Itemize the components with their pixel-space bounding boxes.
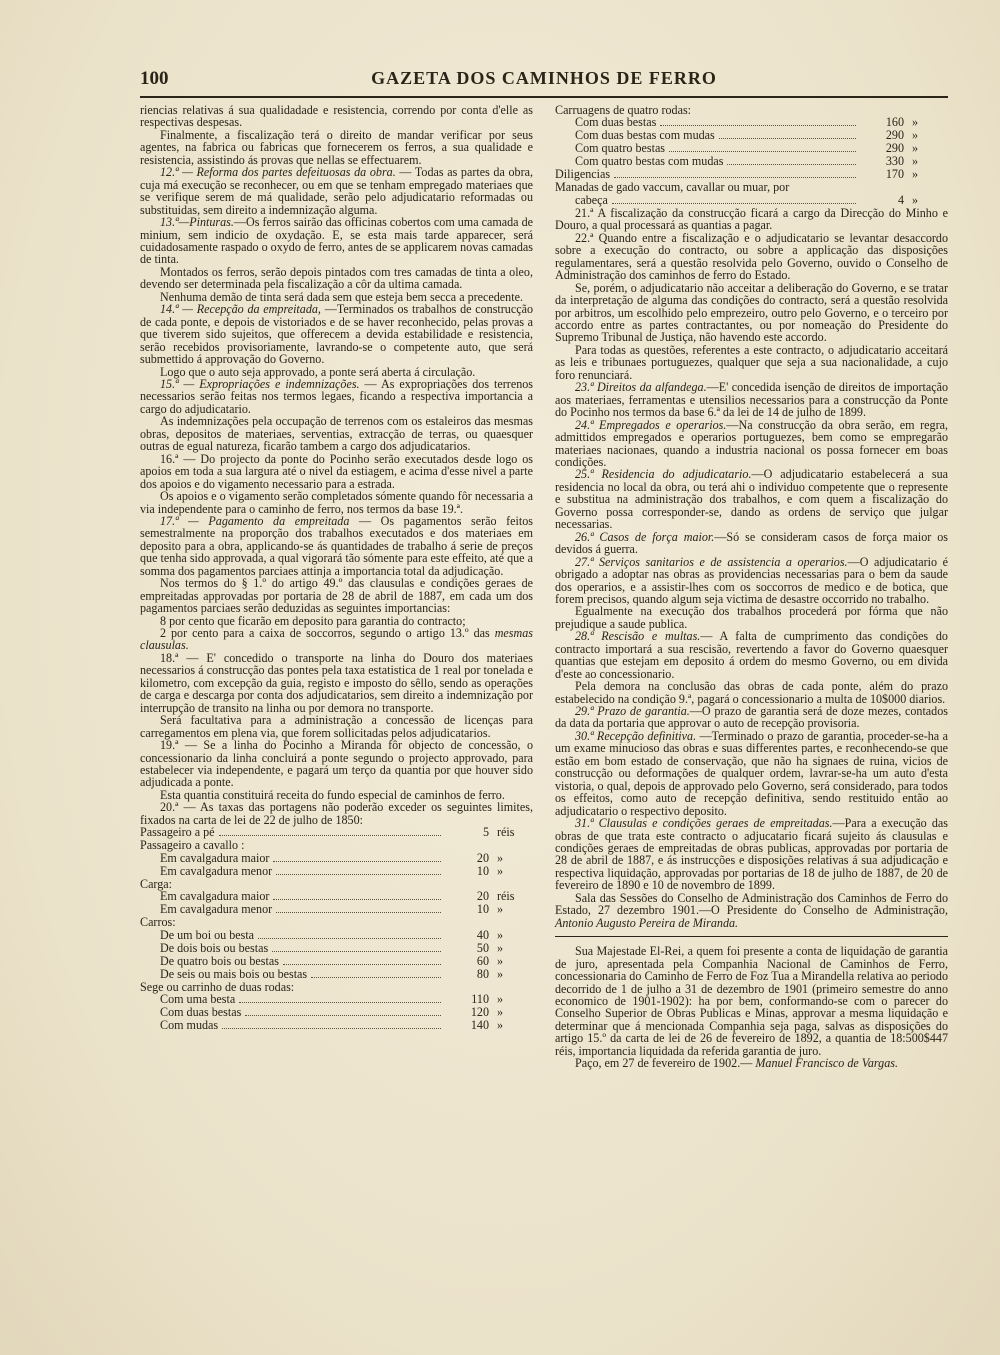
tariff-row (140, 942, 533, 955)
clause-heading: 31.ª Clausulas e condições geraes de empreitadas. (575, 816, 833, 831)
clause-20: 20.ª — As taxas das portagens não poderão exceder os seguintes limites, fixados na carta de lei de 22 de julho de 1850: (140, 800, 533, 827)
tariff-unit: » (497, 1018, 504, 1033)
tariff-label: Com mudas (160, 1018, 219, 1033)
text-run: mesmas clausulas. (140, 626, 533, 653)
tariff-label: Com quatro bestas com mudas (575, 154, 724, 169)
tariff-label: Carga: (140, 876, 173, 891)
clause-12 (140, 166, 533, 216)
paragraph: As indemnizações pela occupação de terrenos com os estaleiros das mesmas obras, depositos de materiaes, serventias, extracção de terras, ou quaesquer outras de egual natureza, ficarão tambem a cargo dos adjudicatarios. (140, 414, 533, 454)
clause-17 (140, 515, 533, 577)
tariff-value: 40 (476, 927, 489, 942)
tariff-value: 4 (897, 192, 904, 207)
clause-text: —Terminados os trabalhos de construcção de cada ponte, e depois de vistoriados e de se haver reconhecido, pelas provas a que tiverem sido sujeitos, que offerecem a devida estabilidade e resistencia, serão recebidos provisoriamente, lavrando-se o competente auto, que será submettido á approvação do Governo. (140, 302, 533, 367)
section-divider (555, 936, 948, 937)
signature-name: Antonio Augusto Pereira de Miranda. (555, 915, 739, 930)
tariff-row (140, 852, 533, 865)
clause-21: 21.ª A fiscalização da construcção ficará a cargo da Direcção do Minho e Douro, a qual processará as quantias a pagar. (555, 205, 948, 233)
tariff-label: Em cavalgadura maior (160, 850, 270, 865)
text-run: Paço, em 27 de fevereiro de 1902.— (575, 1056, 756, 1071)
tariff-label: Com uma besta (160, 992, 236, 1007)
paragraph: Finalmente, a fiscalização terá o direito de mandar verificar por seus agentes, na fabrica ou fabricas que fornecerem os ferros, a sua qualidade e resistencia, assistindo ás provas que nellas se effectuarem. (140, 127, 533, 167)
leader-dots (276, 911, 441, 913)
leader-dots (283, 963, 441, 965)
tariff-row (140, 968, 533, 981)
tariff-label: Com duas bestas com mudas (575, 128, 715, 143)
tariff-unit: » (497, 902, 504, 917)
tariff-value: 10 (476, 902, 489, 917)
leader-dots (219, 834, 441, 836)
clause-heading: 30.ª Recepção definitiva. (575, 728, 697, 743)
tariff-label: De um boi ou besta (160, 927, 255, 942)
tariff-row (140, 1019, 533, 1032)
clause-text: —E' concedida isenção de direitos de importação aos materiaes, ferramentas e utensilios necessarios para a construcção da Ponte do Pocinho nos termos da base 6.ª da lei de 14 de julho de 1899. (555, 380, 948, 420)
clause-heading: 24.ª Empregados e operarios. (575, 417, 727, 432)
tariff-unit: réis (497, 825, 515, 840)
clause-16: 16.ª — Do projecto da ponte do Pocinho serão executados desde logo os apoios em toda a sua largura até o nivel da estiagem, e acima d'esse nivel a parte dos apoios e do vigamento necessario para a estrada. (140, 451, 533, 491)
clause-text: —Só se consideram casos de força maior os devidos á guerra. (555, 529, 948, 557)
tariff-label: Sege ou carrinho de duas rodas: (140, 979, 295, 994)
tariff-value: 290 (885, 141, 904, 156)
clause-23 (555, 381, 948, 418)
header-rule (140, 96, 948, 98)
tariff-value: 80 (476, 966, 489, 981)
left-column (140, 104, 533, 1032)
leader-dots (276, 873, 441, 875)
paragraph: riencias relativas á sua qualidadade e resistencia, correndo por conta d'elle as respectivas despesas. (140, 103, 533, 130)
tariff-row (140, 916, 533, 928)
clause-28 (555, 630, 948, 680)
tariff-label: Diligencias (555, 167, 611, 182)
tariff-label: Carruagens de quatro rodas: (555, 103, 692, 117)
clause-text: —Para a execução das obras de que trata este contracto o adjucatario ficará sujeito ás clausulas e condições geraes de empreitadas de obras publicas, approvadas por portaria de 28 de abril de 1887, e ás instrucções e disposições relativas á sua adjudicação e respectiva liquidação, approvadas por portarias de 18 de julho de 1887, de 20 de fevereiro de 1890 e 10 de novembro de 1899. (555, 816, 949, 893)
clause-15 (140, 378, 533, 415)
clause-text: —Na construcção da obra serão, em regra, admittidos empregados e operarios portuguezes, bem como se empregarão materiaes nacionaes, quando a industria nacional os possa fornecer em boas condições. (555, 417, 948, 469)
tariff-unit: » (912, 192, 919, 207)
tariff-value: 10 (476, 863, 489, 878)
clause-text: —O prazo de garantia será de doze mezes, contados da data da portaria que approvar o auto de recepção provisoria. (555, 704, 948, 731)
clause-heading: 13.ª—Pinturas. (160, 215, 234, 230)
tariff-row (555, 181, 948, 193)
clause-24 (555, 419, 948, 469)
tariff-row (140, 865, 533, 878)
leader-dots (273, 860, 441, 862)
tariff-unit: » (912, 167, 919, 182)
tariff-row (555, 194, 948, 207)
clause-heading: 28.ª Rescisão e multas. (575, 629, 701, 644)
leader-dots (273, 898, 441, 900)
clause-22: 22.ª Quando entre a fiscalização e o adjudicatario se levantar desaccordo sobre a execução do contracto, ou sobre a applicação das disposições regulamentares, será a questão resolvida pelo Governo, ouvido o Conselho de Administração dos caminhos de ferro do Estado. (555, 230, 948, 283)
tariff-label: Com duas bestas (575, 115, 657, 130)
tariff-label: De seis ou mais bois ou bestas (160, 966, 308, 981)
tariff-unit: » (912, 141, 919, 156)
closing-paragraph (555, 892, 948, 929)
tariff-unit: » (497, 966, 504, 981)
paragraph: 8 por cento que ficarão em deposito para garantia do contracto; (160, 613, 466, 628)
tariff-value: 20 (476, 850, 489, 865)
paragraph (140, 627, 533, 652)
tariff-value: 140 (470, 1018, 489, 1033)
clause-text: —Os ferros sairão das officinas cobertos com uma camada de minium, sem indicio de oxydação. E, se esta mais tarde apparecer, será cuidadosamente raspado o oxydo de ferro, antes de se applicarem novas camadas de tinta. (140, 215, 533, 267)
tariff-unit: » (497, 850, 504, 865)
clause-heading: 17.ª — Pagamento da empreitada (160, 513, 350, 528)
clause-heading: 23.ª Direitos da alfandega. (575, 380, 707, 395)
tariff-unit: » (912, 128, 919, 143)
signature-name: Manuel Francisco de Vargas. (755, 1056, 898, 1071)
tariff-label: Passageiro a cavallo : (140, 838, 245, 853)
tariff-label: Com quatro bestas (575, 141, 666, 156)
leader-dots (660, 124, 856, 126)
tariff-unit: » (912, 115, 919, 130)
clause-heading: 26.ª Casos de força maior. (575, 529, 715, 544)
leader-dots (245, 1014, 441, 1016)
text-run: 2 por cento para a caixa de soccorros, segundo o artigo 13.º das (160, 626, 495, 641)
tariff-unit: » (497, 1005, 504, 1020)
paragraph: Pela demora na conclusão das obras de cada ponte, além do prazo estabelecido na condição 9.ª, pagará o concessionario a multa de 10$000 diarios. (555, 679, 948, 706)
clause-13 (140, 216, 533, 266)
tariff-unit: » (497, 992, 504, 1007)
clause-27 (555, 556, 948, 606)
leader-dots (258, 937, 441, 939)
clause-29 (555, 705, 948, 730)
tariff-label: cabeça (575, 192, 608, 207)
paragraph: Esta quantia constituirá receita do fundo especial de caminhos de ferro. (160, 787, 505, 802)
right-column (555, 104, 948, 1070)
paragraph: Para todas as questões, referentes a este contracto, o adjudicatario acceitará as leis e tribunaes portuguezes, qualquer que seja a sua nacionalidade, a cujo foro renunciará. (555, 342, 948, 382)
leader-dots (612, 202, 856, 204)
clause-heading: 25.ª Residencia do adjudicatario. (575, 467, 752, 482)
decree-paragraph: Sua Majestade El-Rei, a quem foi presente a conta de liquidação de garantia de juro, apresentada pela Companhia Nacional de Caminhos de Ferro, concessionaria do Caminho de Ferro de Foz Tua a Mirandella relativa ao periodo decorrido de 1 de julho a 31 de dezembro de 1901 (primeiro semestre do anno economico de 1901-1902): ha por bem, conformando-se com o parecer do Conselho Superior de Obras Publicas e Minas, approvar a mesma liquidação e determinar que á mencionada Companhia seja paga, salvas as disposições do artigo 15.º da carta de lei de 26 de fevereiro de 1892, a quantia de 18:500$447 réis, importancia liquidada da referida garantia de juro. (555, 944, 948, 1058)
clause-26 (555, 531, 948, 556)
decree-closing (555, 1057, 948, 1069)
tariff-label: Com duas bestas (160, 1005, 242, 1020)
tariff-label: Em cavalgadura maior (160, 889, 270, 904)
tariff-unit: réis (497, 889, 515, 904)
tariff-label: Passageiro a pé (140, 825, 215, 840)
leader-dots (669, 150, 856, 152)
tariff-label: De dois bois ou bestas (160, 940, 269, 955)
tariff-value: 60 (476, 953, 489, 968)
paragraph: Os apoios e o vigamento serão completados sómente quando fôr necessaria a via independente para o caminho de ferro, nos termos da base 19.ª. (140, 489, 533, 516)
tariff-value: 290 (885, 128, 904, 143)
leader-dots (614, 176, 856, 178)
tariff-table (140, 826, 533, 1032)
tariff-row (140, 903, 533, 916)
page-header (140, 68, 948, 96)
clause-text: —O adjudicatario estabelecerá a sua residencia no local da obra, ou terá ahi o individuo competente que o represente e substitua na administração dos trabalhos, e com quem a fiscalização do Governo possa corresponder-se, dando as ordens de serviço que julgar necessarias. (555, 467, 948, 532)
tariff-value: 170 (885, 167, 904, 182)
clause-text: — Todas as partes da obra, cuja má execução se reconhecer, ou em que se tenham empregado materiaes que se verifique serem de má qualidade, serão pelo adjudicatario reformadas ou substituidas, sem direito a indemnização alguma. (140, 165, 533, 217)
leader-dots (727, 163, 856, 165)
clause-heading: 15.ª — Expropriações e indemnizações. (160, 376, 360, 391)
paragraph: Egualmente na execução dos trabalhos procederá por fórma que não prejudique a saude publica. (555, 604, 948, 631)
leader-dots (311, 976, 441, 978)
leader-dots (222, 1027, 441, 1029)
paragraph: Se, porém, o adjudicatario não acceitar a deliberação do Governo, e se tratar da interpretação de alguma das condições do contracto, será a questão resolvida por arbitros, um escolhido pelo emprezeiro, outro pelo Governo, e o terceiro por accordo entre as partes contractantes, ou por nomeação do Presidente do Supremo Tribunal de Justiça, não havendo este accordo. (555, 280, 948, 345)
clause-25 (555, 468, 948, 530)
clause-heading: 27.ª Serviços sanitarios e de assistencia a operarios. (575, 554, 848, 569)
tariff-value: 160 (885, 115, 904, 130)
tariff-value: 330 (885, 154, 904, 169)
tariff-label: Carros: (140, 915, 176, 930)
clause-19: 19.ª — Se a linha do Pocinho a Miranda fôr objecto de concessão, o concessionario da linha concluirá a ponte segundo o projecto approvado, para estabelecer via independente, e pagará um terço da quantia por que houver sido adjudicada a ponte. (140, 738, 533, 790)
clause-text: — Os pagamentos serão feitos semestralmente na proporção dos trabalhos executados e dos materiaes em deposito para a obra, applicando-se ás quantidades de trabalho á serie de preços que tenha sido approvada, a qual vigorará tão sómente para este effeito, até que a somma dos pagamentos parciaes attinja a importancia total da adjudicação. (140, 513, 533, 578)
clause-14 (140, 303, 533, 365)
paragraph: Nos termos do § 1.º do artigo 49.º das clausulas e condições geraes de empreitadas approvadas por portaria de 28 de abril de 1887, em cada um dos pagamentos parciaes serão deduzidas as seguintes importancias: (140, 576, 533, 616)
tariff-row (140, 929, 533, 942)
tariff-value: 5 (482, 825, 489, 840)
tariff-unit: » (497, 863, 504, 878)
clause-31 (555, 817, 948, 892)
tariff-table-continued (555, 104, 948, 207)
tariff-row (140, 955, 533, 968)
tariff-unit: » (497, 927, 504, 942)
page-number: 100 (140, 68, 169, 89)
paragraph: Montados os ferros, serão depois pintados com tres camadas de tinta a oleo, devendo ser determinada pela fiscalização a côr da ultima camada. (140, 264, 533, 292)
paragraph: Logo que o auto seja approvado, a ponte será aberta á circulação. (160, 364, 476, 379)
paragraph: Nenhuma demão de tinta será dada sem que esteja bem secca a precedente. (160, 289, 523, 304)
tariff-label: Em cavalgadura menor (160, 863, 273, 878)
clause-text: —Terminado o prazo de garantia, proceder-se-ha a um exame minucioso das obras e suas differentes partes, e reconhecendo-se que estão em bom estado de conservação, que não ha signaes de ruina, vicios de construcção ou deformações de qualquer ordem, lavrar-se-ha um auto d'esta vistoria, o qual, depois de approvado pelo Governo, será considerado, para todos os effeitos, como auto de recepção definitiva, sendo restituido então ao adjudicatario o respectivo deposito. (555, 728, 948, 818)
leader-dots (239, 1001, 441, 1003)
leader-dots (719, 137, 856, 139)
clause-text: — A falta de cumprimento das condições do contracto importará a sua rescisão, revertendo a favor do Governo quaesquer quantias que estejam em deposito á ordem do mesmo Governo, ou em divida d'este ao concessionario. (555, 629, 948, 681)
clause-heading: 14.ª — Recepção da empreitada, (160, 302, 321, 317)
tariff-value: 50 (476, 940, 489, 955)
tariff-unit: » (912, 154, 919, 169)
leader-dots (272, 950, 441, 952)
tariff-value: 20 (476, 889, 489, 904)
clause-text: — As expropriações dos terrenos necessarios serão feitas nos termos legaes, ficando a respectiva importancia a cargo do adjudicatario. (140, 376, 534, 416)
clause-text: —O adjudicatario é obrigado a adoptar nas obras as providencias necessarias para o bem da saude dos operarios, e a assistir-lhes com os soccorros de medico e de botica, que forem precisos, quando algum seja victima de desastre occorrido no trabalho. (555, 554, 949, 606)
clause-heading: 29.ª Prazo de garantia. (575, 704, 690, 719)
paragraph: Será facultativa para a administração a concessão de licenças para carregamentos em plena via, que forem sollicitadas pelos adjudicatarios. (140, 713, 533, 740)
clause-18: 18.ª — E' concedido o transporte na linha do Douro dos materiaes necessarios á construcção das pontes pela taxa estatistica de 1 real por tonelada e kilometro, com excepção da guia, registo e imposto do sêllo, sendo as operações de carga e descarga por conta dos adjudicatarios, sem direito a indemnização por interrupção de transito na linha ou por demora no transporte. (140, 650, 533, 715)
clause-30 (555, 730, 948, 817)
tariff-label: De quatro bois ou bestas (160, 953, 279, 968)
journal-title: GAZETA DOS CAMINHOS DE FERRO (371, 68, 717, 88)
tariff-value: 120 (470, 1005, 489, 1020)
tariff-unit: » (497, 940, 504, 955)
tariff-unit: » (497, 953, 504, 968)
tariff-value: 110 (471, 992, 489, 1007)
tariff-label: Em cavalgadura menor (160, 902, 273, 917)
clause-heading: 12.ª — Reforma dos partes defeituosas da obra. (160, 165, 396, 180)
tariff-label: Manadas de gado vaccum, cavallar ou muar, por (555, 180, 790, 195)
tariff-row (140, 839, 533, 851)
text-run: Sala das Sessões do Conselho de Administração dos Caminhos de Ferro do Estado, 27 dezembro 1901.—O Presidente do Conselho de Administração, (555, 890, 948, 918)
